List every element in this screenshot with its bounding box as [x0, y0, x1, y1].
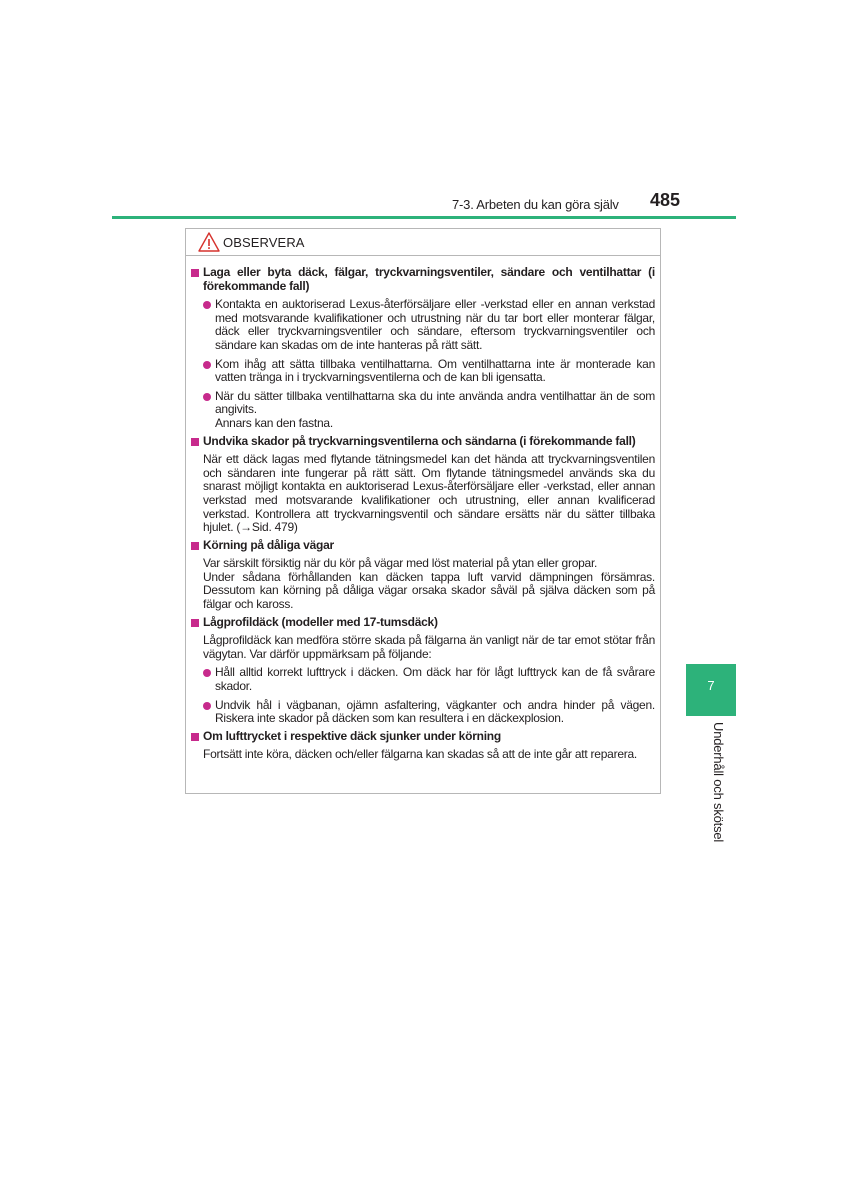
chapter-number: 7 — [707, 678, 715, 693]
section-paragraph: När ett däck lagas med flytande tätningsmedel kan det hända att tryckvarningsventilen och sändaren inte fungerar på rätt sätt. Om flytande tätningsmedel används ska du snarast möjligt kontakta en auktoriserad Lexus-återförsäljare eller -verkstad, eller annan verkstad med motsvarande kvalifikationer och utrustning, eller annan kvalificerad verkstad. Kontrollera att tryckvarningsventil och sändare ersätts när du sätter tillbaka hjulet. (→Sid. 479) — [203, 452, 655, 535]
round-bullet-icon — [203, 301, 211, 309]
notice-header — [186, 229, 660, 256]
section-heading: Laga eller byta däck, fälgar, tryckvarningsventiler, sändare och ventilhattar (i förekommande fall) — [191, 266, 655, 293]
square-bullet-icon — [191, 733, 199, 741]
round-bullet-icon — [203, 669, 211, 677]
round-bullet-icon — [203, 361, 211, 369]
notice-label: OBSERVERA — [223, 234, 305, 250]
square-bullet-icon — [191, 542, 199, 550]
warning-triangle-icon — [198, 232, 220, 252]
header-rule — [112, 216, 736, 219]
list-item: Undvik hål i vägbanan, ojämn asfaltering, vägkanter och andra hinder på vägen. Riskera inte skador på däcken som kan resultera i en däckexplosion. — [203, 699, 655, 726]
section-title: 7-3. Arbeten du kan göra själv — [452, 197, 619, 212]
section-paragraph: Fortsätt inte köra, däcken och/eller fälgarna kan skadas så att de inte går att reparera. — [203, 747, 638, 762]
section-paragraph: Var särskilt försiktig när du kör på vägar med löst material på ytan eller gropar. Under sådana förhållanden kan däcken tappa luft varvid dämpningen försämras. Dessutom kan körning på dåliga vägar orsaka skador såväl på själva däcken som på fälgar och kaross. — [203, 556, 655, 612]
list-item: När du sätter tillbaka ventilhattarna ska du inte använda andra ventilhattar än de som angivits. Annars kan den fastna. — [203, 390, 655, 431]
section-heading: Körning på dåliga vägar — [191, 539, 655, 553]
square-bullet-icon — [191, 438, 199, 446]
section-paragraph: Lågprofildäck kan medföra större skada på fälgarna än vanligt när de tar emot stötar från vägytan. Var därför uppmärksam på följande: — [203, 633, 655, 661]
section-heading: Undvika skador på tryckvarningsventilerna och sändarna (i förekommande fall) — [191, 435, 655, 449]
section-heading: Lågprofildäck (modeller med 17-tumsdäck) — [191, 616, 655, 630]
chapter-title: Underhåll och skötsel — [711, 722, 726, 843]
notice-box — [185, 228, 661, 794]
square-bullet-icon — [191, 269, 199, 277]
notice-body — [186, 256, 660, 762]
section-pressure-drop — [191, 730, 655, 762]
section-bad-roads — [191, 539, 655, 612]
section-valve-damage — [191, 435, 655, 535]
list-item: Kontakta en auktoriserad Lexus-återförsäljare eller -verkstad eller en annan verkstad med motsvarande kvalifikationer och utrustning när du tar bort eller monterar fälgar, däck eller tryckvarningsventiler och sändare, eftersom tryckvarningsventiler och sändare kan skadas om de inte hanteras på rätt sätt. — [203, 298, 655, 352]
round-bullet-icon — [203, 393, 211, 401]
list-item: Håll alltid korrekt lufttryck i däcken. Om däck har för lågt lufttryck kan de få svårare skador. — [203, 666, 655, 693]
list-item: Kom ihåg att sätta tillbaka ventilhattarna. Om ventilhattarna inte är monterade kan vatten tränga in i tryckvarningsventilerna och de kan bli igensatta. — [203, 358, 655, 385]
square-bullet-icon — [191, 619, 199, 627]
page-number: 485 — [650, 190, 681, 210]
section-heading: Om lufttrycket i respektive däck sjunker under körning — [191, 730, 655, 744]
section-low-profile-tires — [191, 616, 655, 726]
round-bullet-icon — [203, 702, 211, 710]
chapter-tab — [686, 664, 736, 716]
section-tire-repair — [191, 266, 655, 431]
